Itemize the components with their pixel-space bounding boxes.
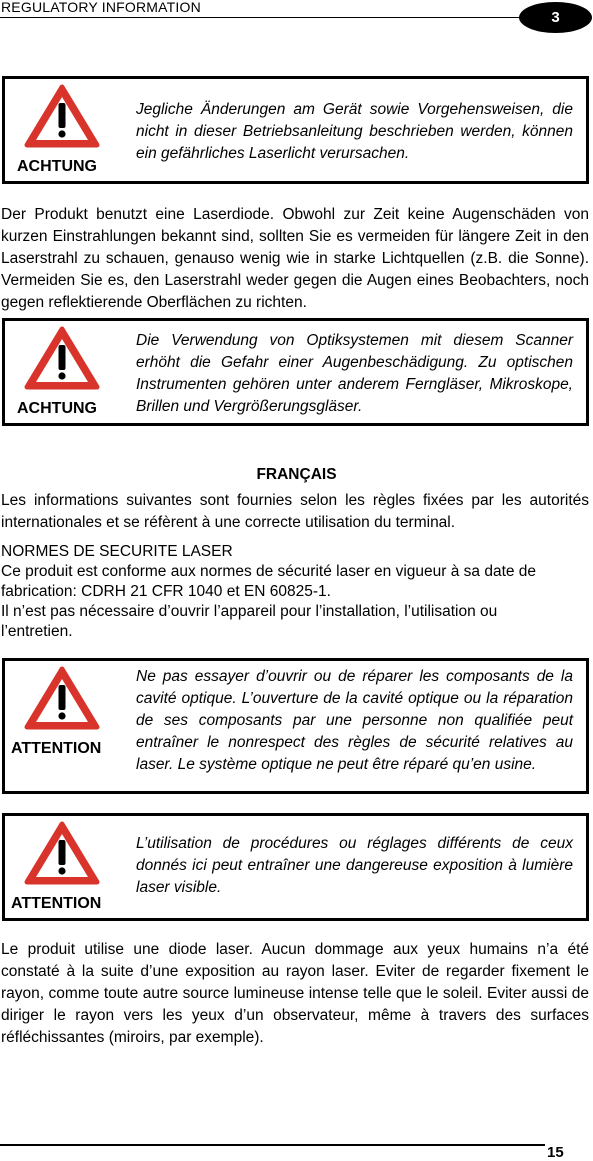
section-title: FRANÇAIS xyxy=(256,466,337,483)
warning-label: ACHTUNG xyxy=(17,158,97,175)
norms-title: NORMES DE SECURITE LASER xyxy=(1,543,233,560)
warning-label: ATTENTION xyxy=(11,740,102,757)
warning-box-4 xyxy=(2,813,589,921)
page-header xyxy=(0,0,593,34)
paragraph-fr-intro: Les informations suivantes sont fournies selon les règles fixées par les autorités internationales et se réfèrent à une correcte utilisation du terminal. xyxy=(1,492,589,531)
warning-text: L’utilisation de procédures ou réglages différents de ceux donnés ici peut entraîner une dangereuse exposition à lumière laser visible. xyxy=(136,835,573,896)
warning-triangle-icon xyxy=(24,665,100,731)
norms-text-2: Il n’est pas nécessaire d’ouvrir l’appareil pour l’installation, l’utilisation ou l’entretien. xyxy=(1,603,498,640)
footer-rule xyxy=(0,1144,545,1146)
warning-triangle-icon xyxy=(24,325,100,391)
header-rule xyxy=(0,17,530,18)
paragraph-fr-laser: Le produit utilise une diode laser. Aucun dommage aux yeux humains n’a été constaté à la suite d’une exposition au rayon laser. Eviter de regarder fixement le rayon, comme toute autre source lumineuse intense telle que le soleil. Eviter aussi de diriger le rayon vers les yeux d’un observateur, même à travers des surfaces réfléchissantes (miroirs, par exemple). xyxy=(1,941,589,1046)
paragraph-de-laser: Der Produkt benutzt eine Laserdiode. Obwohl zur Zeit keine Augenschäden von kurzen Einstrahlungen bekannt sind, sollten Sie es vermeiden für längere Zeit in den Laserstrahl zu schauen, genauso wenig wie in starke Lichtquellen (z.B. die Sonne). Vermeiden Sie es, den Laserstrahl weder gegen die Augen eines Beobachters, noch gegen reflektierende Oberflächen zu richten. xyxy=(1,206,589,311)
page-number: 15 xyxy=(547,1144,564,1161)
warning-box-2 xyxy=(2,318,589,426)
warning-triangle-icon xyxy=(24,820,100,886)
warning-text: Ne pas essayer d’ouvrir ou de réparer les composants de la cavité optique. L’ouverture de la cavité optique ou la réparation de ses composants par une personne non qualifiée peut entraîner le nonrespect des règles de sécurité relatives au laser. Le système optique ne peut être réparé qu’en usine. xyxy=(136,668,573,773)
warning-label: ACHTUNG xyxy=(17,400,97,417)
warning-text: Jegliche Änderungen am Gerät sowie Vorgehensweisen, die nicht in dieser Betriebsanleitung beschrieben werden, können ein gefährliches Laserlicht verursachen. xyxy=(136,101,573,162)
chapter-badge: 3 xyxy=(519,2,592,33)
header-title: REGULATORY INFORMATION xyxy=(1,0,201,15)
warning-triangle-icon xyxy=(24,83,100,149)
warning-label: ATTENTION xyxy=(11,895,102,912)
warning-box-1 xyxy=(2,76,589,184)
warning-box-3 xyxy=(2,658,589,794)
warning-text: Die Verwendung von Optiksystemen mit diesem Scanner erhöht die Gefahr einer Augenbeschädigung. Zu optischen Instrumenten gehören unter anderem Ferngläser, Mikroskope, Brillen und Vergrößerungsgläser. xyxy=(136,332,573,415)
norms-text-1: Ce produit est conforme aux normes de sécurité laser en vigueur à sa date de fabrication: CDRH 21 CFR 1040 et EN 60825-1. xyxy=(1,563,537,600)
